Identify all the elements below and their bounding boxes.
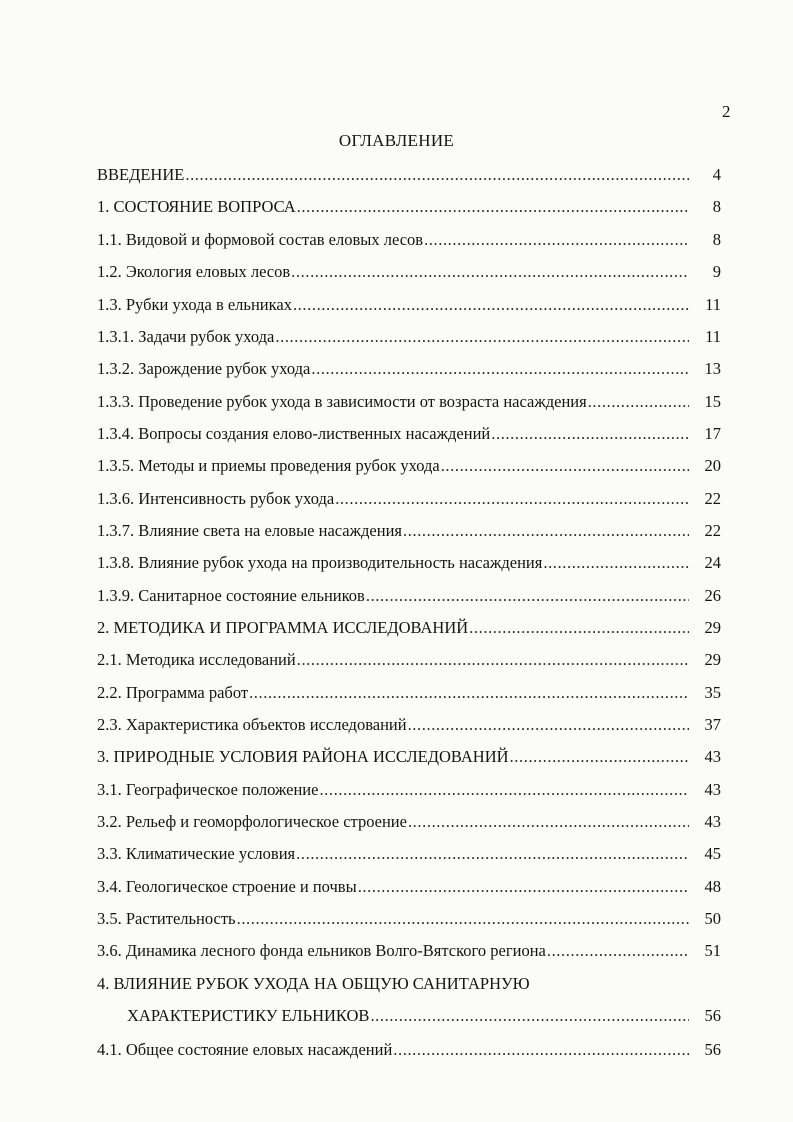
toc-entry-page: 56 [704,1006,721,1025]
dot-leader [297,195,689,219]
toc-entry-label: 1.2. Экология еловых лесов [97,262,291,281]
toc-entry[interactable] [97,681,721,705]
toc-entry[interactable] [97,584,721,608]
dot-leader [185,163,689,187]
toc-entry[interactable] [97,260,721,284]
toc-entry-page: 22 [704,521,721,540]
toc-entry-label: 1.3.3. Проведение рубок ухода в зависимости от возраста насаждения [97,392,587,411]
toc-entry[interactable] [97,939,721,963]
toc-entry-page: 13 [704,359,721,378]
toc-entry-label: 1.3.6. Интенсивность рубок ухода [97,489,335,508]
toc-entry-label: 2.3. Характеристика объектов исследований [97,715,407,734]
toc-entry-page: 48 [704,877,721,896]
toc-entry-label: 2.1. Методика исследований [97,650,296,669]
dot-leader [296,842,689,866]
toc-entry-label: 1.3.9. Санитарное состояние ельников [97,586,365,605]
toc-entry-page: 45 [704,844,721,863]
toc-entry-label: 1.3. Рубки ухода в ельниках [97,295,292,314]
toc-entry[interactable] [97,422,721,446]
toc-entry-page: 8 [712,230,721,249]
toc-entry-page: 24 [704,553,721,572]
toc-entry[interactable] [97,648,721,672]
toc-entry[interactable] [97,487,721,511]
toc-entry[interactable] [97,778,721,802]
toc-entry[interactable] [97,616,721,640]
dot-leader [335,487,689,511]
toc-entry[interactable] [97,551,721,575]
toc-entry-label: 3.2. Рельеф и геоморфологическое строение [97,812,407,831]
toc-entry-label: 1.3.2. Зарождение рубок ухода [97,359,311,378]
toc-entry-page: 9 [712,262,721,281]
dot-leader [319,778,689,802]
dot-leader [408,713,689,737]
toc-entry-label: 4.1. Общее состояние еловых насаждений [97,1040,393,1059]
dot-leader [408,810,689,834]
toc-entry-label: 2. МЕТОДИКА И ПРОГРАММА ИССЛЕДОВАНИЙ [97,618,469,637]
toc-entry[interactable] [97,1038,721,1062]
toc-entry[interactable] [97,745,721,769]
page-number: 2 [722,102,731,121]
toc-entry-label: 1.3.4. Вопросы создания елово-лиственных насаждений [97,424,491,443]
toc-entry-page: 37 [704,715,721,734]
toc-entry[interactable] [97,810,721,834]
toc-entry-page: 11 [705,327,721,346]
toc-entry-page: 26 [704,586,721,605]
dot-leader [291,260,689,284]
toc-entry-label: 3. ПРИРОДНЫЕ УСЛОВИЯ РАЙОНА ИССЛЕДОВАНИЙ [97,747,509,766]
toc-entry-page: 43 [704,812,721,831]
toc-entry-page: 8 [712,197,721,216]
toc-heading-line[interactable]: 4. ВЛИЯНИЕ РУБОК УХОДА НА ОБЩУЮ САНИТАРНУЮ [97,974,530,993]
dot-leader [311,357,689,381]
toc-entry[interactable] [97,907,721,931]
toc-entry-page: 22 [704,489,721,508]
toc-entry-page: 20 [704,456,721,475]
dot-leader [510,745,689,769]
toc-entry-label: 3.3. Климатические условия [97,844,296,863]
toc-entry-page: 56 [704,1040,721,1059]
dot-leader [393,1038,689,1062]
toc-entry-label: 3.4. Геологическое строение и почвы [97,877,357,896]
toc-entry-label: 2.2. Программа работ [97,683,249,702]
toc-entry[interactable] [97,195,721,219]
toc-entry[interactable] [97,228,721,252]
toc-entry-label: 1.1. Видовой и формовой состав еловых лесов [97,230,424,249]
toc-entry[interactable] [97,713,721,737]
toc-entry[interactable] [97,454,721,478]
toc-entry[interactable] [127,1004,721,1028]
toc-entry-label: 1.3.7. Влияние света на еловые насаждения [97,521,403,540]
toc-entry-label: 1.3.5. Методы и приемы проведения рубок ухода [97,456,440,475]
dot-leader [543,551,689,575]
dot-leader [297,648,689,672]
toc-entry-page: 17 [704,424,721,443]
toc-entry[interactable] [97,842,721,866]
toc-entry[interactable] [97,875,721,899]
toc-entry[interactable] [97,390,721,414]
toc-entry-page: 51 [704,941,721,960]
dot-leader [547,939,689,963]
toc-entry-page: 43 [704,780,721,799]
dot-leader [441,454,689,478]
dot-leader [249,681,689,705]
toc-entry-page: 29 [704,650,721,669]
toc-entry-page: 11 [705,295,721,314]
dot-leader [293,293,689,317]
toc-entry-page: 4 [712,165,721,184]
toc-entry[interactable] [97,163,721,187]
toc-entry-page: 35 [704,683,721,702]
dot-leader [370,1004,689,1028]
toc-entry[interactable] [97,293,721,317]
toc-entry-page: 29 [704,618,721,637]
toc-entry-label: ХАРАКТЕРИСТИКУ ЕЛЬНИКОВ [127,1006,370,1025]
dot-leader [424,228,689,252]
dot-leader [366,584,689,608]
toc-entry-label: 1.3.8. Влияние рубок ухода на производительность насаждения [97,553,543,572]
toc-entry-label: 1. СОСТОЯНИЕ ВОПРОСА [97,197,296,216]
dot-leader [358,875,689,899]
toc-entry-label: ВВЕДЕНИЕ [97,165,185,184]
toc-entry-label: 1.3.1. Задачи рубок ухода [97,327,275,346]
dot-leader [403,519,689,543]
dot-leader [469,616,689,640]
dot-leader [491,422,689,446]
toc-title: ОГЛАВЛЕНИЕ [338,131,455,150]
toc-entry[interactable] [97,325,721,349]
toc-entry-page: 43 [704,747,721,766]
toc-entry-label: 3.1. Географическое положение [97,780,319,799]
dot-leader [237,907,689,931]
toc-entry[interactable] [97,519,721,543]
toc-entry-page: 50 [704,909,721,928]
dot-leader [275,325,689,349]
toc-entry[interactable] [97,357,721,381]
toc-entry-page: 15 [704,392,721,411]
dot-leader [588,390,689,414]
toc-entry-label: 3.6. Динамика лесного фонда ельников Волго-Вятского региона [97,941,546,960]
toc-entry-label: 3.5. Растительность [97,909,236,928]
